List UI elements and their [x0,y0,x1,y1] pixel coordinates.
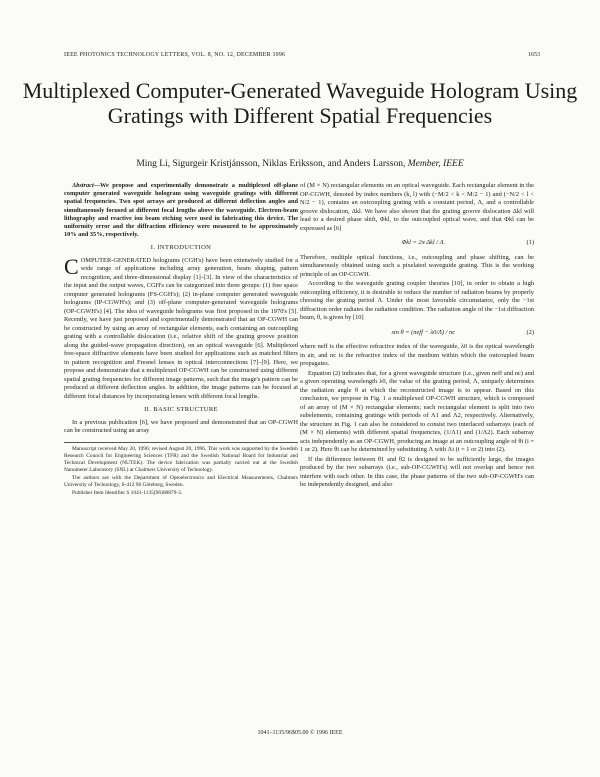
section-heading-basic-structure: II. BASIC STRUCTURE [144,406,218,414]
author-membership: Member, IEEE [407,159,464,169]
right-paragraph-6: If the difference between θ1 and θ2 is designed to be sufficiently large, the images produced by the two subarrays (i.e., sub-OP-CGWH's) will not overlap and hence not interfere with each other. In this case, the phase patterns of the two sub-OP-CGWH's can be independently designed, and also [300,455,534,488]
footnote-affiliation: The authors are with the Department of Optoelectronics and Electrical Measurements, Chalmers University of Technology, S-412 96 Göteborg, Sweden. [64,474,298,488]
basic-structure-paragraph: In a previous publication [6], we have proposed and demonstrated that an OP-CGWH can be constructed using an array [64,418,298,435]
right-paragraph-2: Therefore, multiple optical functions, i.e., outcoupling and phase shifting, can be simultaneously obtained using such a pixelated waveguide grating. This is the working principle of an OP-CGWH. [300,253,534,278]
journal-header: IEEE PHOTONICS TECHNOLOGY LETTERS, VOL. 8, NO. 12, DECEMBER 1996 [64,52,286,58]
abstract-label: Abstract— [72,182,100,189]
right-paragraph-1: of (M × N) rectangular elements on an optical waveguide. Each rectangular element in the OP-CGWH, denoted by index numbers (k, l) with (−M/2 < k < M/2 − 1) and (−N/2 < l < N/2 − 1), contains an outcoupling grating with a constant period, Λ, and a controllable groove dislocation, Δkl. We have also shown that the grating groove dislocation Δkl will lead to a desired phase shift, Φkl, to the outcoupled optical wave, and that Φkl can be expressed as [6] [300,182,534,232]
paper-title: Multiplexed Computer-Generated Waveguide Hologram Using Gratings with Different Spatial Frequencies [22,78,578,128]
footnotes [64,442,298,497]
equation-1 [300,239,534,248]
page-number: 1653 [528,52,540,58]
intro-paragraph [64,253,298,402]
equation-2-body: sin θ = (neff − λ0/Λ) / nc [391,328,456,336]
section-heading-introduction: I. INTRODUCTION [150,244,212,252]
footnote-identifier: Publisher Item Identifier S 1041-1135(96)08879-3. [72,489,183,496]
equation-1-number: (1) [526,239,534,246]
right-paragraph-5: Equation (2) indicates that, for a given waveguide structure (i.e., given neff and nc) and a given operating wavelength λ0, the value of the grating period, Λ, uniquely determines the radiation angle θ at which the reconstructed image is to appear. Based on this conclusion, we propose in Fig. 1 a multiplexed OP-CGWH structure, which is composed of an array of (M × N) rectangular elements; each rectangular element is split into two subelements, containing gratings with periods of Λ1 and Λ2, respectively. Alternatively, the structure in Fig. 1 can also be considered to consist two interlaced subarrays (each of (M × N) elements) with different spatial frequencies, (1/Λ1) and (1/Λ2). Each subarray acts independently as an OP-CGWH, producing an image at an outcoupling angle of θi (i = 1 or 2). Here θi can be determined by substituting Λ with Λi (i = 1 or 2) into (2). [300,369,534,453]
equation-2-number: (2) [526,328,534,336]
right-paragraph-4: where neff is the effective refractive index of the waveguide, λ0 is the optical wavelength in air, and nc is the refractive index of the medium within which the outcoupled beam propagates. [300,343,534,367]
equation-2 [300,329,534,338]
author-names: Ming Li, Sigurgeir Kristjánsson, Niklas Eriksson, and Anders Larsson, [136,159,406,169]
equation-1-body: Φkl = 2π Δkl / Λ. [401,239,446,246]
author-line [0,159,600,169]
abstract [64,182,298,239]
right-paragraph-3: According to the waveguide grating coupler theories [10], in order to obtain a high outcoupling efficiency, it is desirable to reduce the number of radiation beams by properly choosing the grating period Λ. Under the most favorable circumstance, only the −1st diffraction order radiates the radiation condition. The radiation angle of the −1st diffraction beam, θ, is given by [10] [300,280,534,321]
footnote-manuscript: Manuscript received May 20, 1996; revised August 20, 1996. This work was supported by the Swedish Research Council for Engineering Sciences (TFR) and the Swedish National Board for Industrial and Technical Development (NUTEK). The device fabrication was partially carried out at the Swedish Nanometer Laboratory (SNL) at Chalmers University of Technology. [64,445,298,473]
right-column [300,182,534,491]
intro-text: OMPUTER-GENERATED holograms (CGH's) have been extensively studied for a wide range of applications including array generation, beam shaping, pattern recognition, and three-dimensional display [1]–[3]. In view of the characteristics of the input and the output waves, CGH's can be categorized into three groups: (1) free space computer generated holograms (FS-CGH's); (2) in-plane computer generated waveguide holograms (IP-CGWH's); and (3) off-plane computer-generated waveguide holograms (OP-CGWH's) [4]. The idea of waveguide holograms was first proposed in the 1970's [5]. Recently, we have just proposed and experimentally demonstrated that an OP-CGWH can be constructed by using an array of rectangular elements, each containing an outcoupling grating with a controllable dislocation (i.e., relative shift of the grating groove position along the guided-wave propagation direction), on an optical waveguide [6]. Multiplexed free-space diffractive elements have been studied for applications such as matched filters in pattern recognition and Fresnel lenses in optical interconnections [7]–[9]. Here, we propose and demonstrate that a multiplexed OP-CGWH can be constructed using different spatial grating frequencies for different image patterns, such that the image's pattern can be produced at different deflection angles. In addition, the image patterns can be focused at different focal distances by incorporating lenses with different focal lengths. [64,256,298,400]
abstract-text: We propose and experimentally demonstrate a multiplexed off-plane computer generated waveguide hologram using waveguide gratings with different spatial frequencies. Two spot arrays are produced at different deflection angles and simultaneously focused at different focal lengths above the waveguide. Electron-beam lithography and reactive ion beam etching were used in fabricating this device. The uniformity error and the diffraction efficiency were measured to be approximately 10% and 35%, respectively. [64,182,298,239]
drop-cap: C [64,253,79,279]
left-column [64,182,298,498]
copyright-footer: 1041–1135/96$05.00 © 1996 IEEE [257,730,343,736]
